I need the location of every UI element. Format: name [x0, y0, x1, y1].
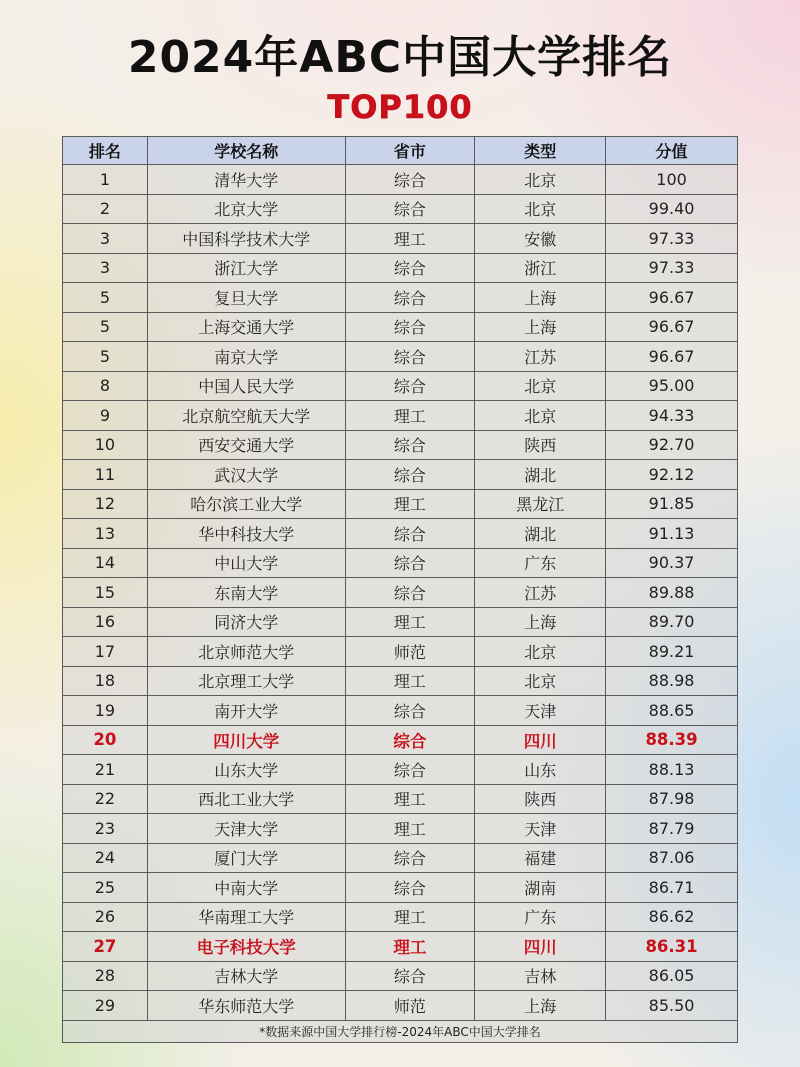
cell-type: 综合: [345, 696, 475, 726]
cell-score: 100: [606, 165, 738, 195]
cell-province: 北京: [475, 401, 606, 431]
cell-province: 广东: [475, 548, 606, 578]
cell-rank: 28: [63, 961, 148, 991]
cell-name: 东南大学: [147, 578, 345, 608]
cell-rank: 22: [63, 784, 148, 814]
cell-province: 湖南: [475, 873, 606, 903]
cell-province: 吉林: [475, 961, 606, 991]
cell-name: 武汉大学: [147, 460, 345, 490]
table-row: [63, 430, 738, 460]
cell-name: 中南大学: [147, 873, 345, 903]
table-row: [63, 165, 738, 195]
table-row: [63, 607, 738, 637]
cell-rank: 15: [63, 578, 148, 608]
cell-rank: 20: [63, 725, 148, 755]
cell-province: 浙江: [475, 253, 606, 283]
cell-type: 综合: [345, 430, 475, 460]
cell-province: 湖北: [475, 519, 606, 549]
cell-name: 西安交通大学: [147, 430, 345, 460]
cell-name: 北京师范大学: [147, 637, 345, 667]
cell-name: 哈尔滨工业大学: [147, 489, 345, 519]
cell-province: 北京: [475, 165, 606, 195]
cell-type: 综合: [345, 519, 475, 549]
cell-type: 综合: [345, 961, 475, 991]
cell-type: 综合: [345, 843, 475, 873]
cell-rank: 19: [63, 696, 148, 726]
cell-province: 上海: [475, 607, 606, 637]
cell-score: 94.33: [606, 401, 738, 431]
cell-score: 91.13: [606, 519, 738, 549]
table-row: [63, 755, 738, 785]
cell-rank: 3: [63, 253, 148, 283]
cell-province: 上海: [475, 283, 606, 313]
header-province: 省市: [345, 137, 475, 165]
table-row: [63, 253, 738, 283]
table-row: [63, 873, 738, 903]
cell-type: 理工: [345, 932, 475, 962]
cell-rank: 21: [63, 755, 148, 785]
cell-name: 复旦大学: [147, 283, 345, 313]
header-rank: 排名: [63, 137, 148, 165]
table-row: [63, 843, 738, 873]
page-title: 2024年ABC中国大学排名: [127, 32, 673, 83]
table-row: [63, 371, 738, 401]
cell-type: 综合: [345, 312, 475, 342]
cell-type: 综合: [345, 194, 475, 224]
table-row: [63, 194, 738, 224]
cell-name: 北京理工大学: [147, 666, 345, 696]
cell-type: 综合: [345, 371, 475, 401]
cell-type: 综合: [345, 253, 475, 283]
cell-rank: 13: [63, 519, 148, 549]
cell-score: 96.67: [606, 342, 738, 372]
cell-score: 92.70: [606, 430, 738, 460]
cell-name: 吉林大学: [147, 961, 345, 991]
table-row: [63, 696, 738, 726]
cell-type: 综合: [345, 755, 475, 785]
table-row: [63, 224, 738, 254]
cell-rank: 29: [63, 991, 148, 1021]
cell-rank: 5: [63, 312, 148, 342]
cell-province: 黑龙江: [475, 489, 606, 519]
cell-type: 理工: [345, 814, 475, 844]
cell-rank: 8: [63, 371, 148, 401]
cell-name: 四川大学: [147, 725, 345, 755]
cell-name: 华中科技大学: [147, 519, 345, 549]
cell-province: 北京: [475, 194, 606, 224]
cell-rank: 12: [63, 489, 148, 519]
cell-score: 96.67: [606, 312, 738, 342]
cell-type: 综合: [345, 165, 475, 195]
table-row: [63, 460, 738, 490]
table-row: [63, 814, 738, 844]
cell-province: 上海: [475, 312, 606, 342]
cell-province: 上海: [475, 991, 606, 1021]
cell-score: 86.62: [606, 902, 738, 932]
cell-score: 90.37: [606, 548, 738, 578]
cell-score: 86.71: [606, 873, 738, 903]
header-score: 分值: [606, 137, 738, 165]
cell-score: 89.70: [606, 607, 738, 637]
cell-type: 师范: [345, 991, 475, 1021]
table-row: [63, 725, 738, 755]
table-row: [63, 489, 738, 519]
cell-score: 87.79: [606, 814, 738, 844]
cell-type: 理工: [345, 489, 475, 519]
cell-province: 北京: [475, 637, 606, 667]
cell-rank: 5: [63, 283, 148, 313]
cell-name: 清华大学: [147, 165, 345, 195]
cell-score: 85.50: [606, 991, 738, 1021]
cell-rank: 25: [63, 873, 148, 903]
table-row: [63, 283, 738, 313]
cell-type: 理工: [345, 224, 475, 254]
cell-rank: 27: [63, 932, 148, 962]
cell-rank: 9: [63, 401, 148, 431]
cell-score: 97.33: [606, 253, 738, 283]
footnote-row: [63, 1020, 738, 1042]
cell-province: 四川: [475, 725, 606, 755]
cell-province: 天津: [475, 814, 606, 844]
cell-name: 北京航空航天大学: [147, 401, 345, 431]
cell-province: 北京: [475, 666, 606, 696]
cell-rank: 11: [63, 460, 148, 490]
cell-score: 88.98: [606, 666, 738, 696]
table-row: [63, 519, 738, 549]
cell-province: 天津: [475, 696, 606, 726]
cell-name: 中国科学技术大学: [147, 224, 345, 254]
cell-rank: 26: [63, 902, 148, 932]
cell-name: 厦门大学: [147, 843, 345, 873]
cell-score: 96.67: [606, 283, 738, 313]
cell-province: 广东: [475, 902, 606, 932]
cell-province: 福建: [475, 843, 606, 873]
cell-type: 综合: [345, 342, 475, 372]
cell-type: 理工: [345, 607, 475, 637]
header-type: 类型: [475, 137, 606, 165]
cell-name: 浙江大学: [147, 253, 345, 283]
table-row: [63, 666, 738, 696]
cell-rank: 23: [63, 814, 148, 844]
cell-type: 综合: [345, 578, 475, 608]
cell-name: 上海交通大学: [147, 312, 345, 342]
cell-score: 89.88: [606, 578, 738, 608]
cell-score: 97.33: [606, 224, 738, 254]
cell-score: 91.85: [606, 489, 738, 519]
table-row: [63, 961, 738, 991]
cell-name: 天津大学: [147, 814, 345, 844]
cell-name: 同济大学: [147, 607, 345, 637]
cell-name: 南京大学: [147, 342, 345, 372]
cell-score: 86.05: [606, 961, 738, 991]
cell-name: 南开大学: [147, 696, 345, 726]
cell-name: 华东师范大学: [147, 991, 345, 1021]
cell-type: 综合: [345, 548, 475, 578]
cell-type: 理工: [345, 784, 475, 814]
cell-rank: 17: [63, 637, 148, 667]
cell-type: 理工: [345, 666, 475, 696]
footnote: *数据来源中国大学排行榜-2024年ABC中国大学排名: [63, 1020, 738, 1042]
cell-province: 安徽: [475, 224, 606, 254]
cell-score: 99.40: [606, 194, 738, 224]
page-subtitle: TOP100: [327, 88, 473, 126]
cell-name: 电子科技大学: [147, 932, 345, 962]
cell-province: 湖北: [475, 460, 606, 490]
cell-score: 88.13: [606, 755, 738, 785]
cell-rank: 3: [63, 224, 148, 254]
cell-rank: 18: [63, 666, 148, 696]
cell-name: 中山大学: [147, 548, 345, 578]
cell-type: 综合: [345, 460, 475, 490]
cell-rank: 2: [63, 194, 148, 224]
cell-province: 陕西: [475, 784, 606, 814]
cell-type: 理工: [345, 401, 475, 431]
cell-rank: 5: [63, 342, 148, 372]
cell-name: 北京大学: [147, 194, 345, 224]
cell-type: 综合: [345, 873, 475, 903]
cell-score: 87.06: [606, 843, 738, 873]
cell-score: 86.31: [606, 932, 738, 962]
cell-province: 陕西: [475, 430, 606, 460]
ranking-table: [62, 136, 738, 1043]
cell-score: 92.12: [606, 460, 738, 490]
cell-score: 95.00: [606, 371, 738, 401]
cell-name: 华南理工大学: [147, 902, 345, 932]
table-row: [63, 932, 738, 962]
cell-rank: 24: [63, 843, 148, 873]
cell-rank: 10: [63, 430, 148, 460]
cell-score: 87.98: [606, 784, 738, 814]
table-row: [63, 902, 738, 932]
cell-province: 江苏: [475, 342, 606, 372]
cell-rank: 16: [63, 607, 148, 637]
cell-province: 江苏: [475, 578, 606, 608]
cell-name: 山东大学: [147, 755, 345, 785]
cell-type: 师范: [345, 637, 475, 667]
cell-score: 89.21: [606, 637, 738, 667]
table-row: [63, 637, 738, 667]
table-row: [63, 401, 738, 431]
table-row: [63, 342, 738, 372]
table-row: [63, 578, 738, 608]
header-name: 学校名称: [147, 137, 345, 165]
cell-score: 88.39: [606, 725, 738, 755]
cell-province: 山东: [475, 755, 606, 785]
cell-type: 综合: [345, 283, 475, 313]
cell-type: 综合: [345, 725, 475, 755]
cell-type: 理工: [345, 902, 475, 932]
cell-name: 中国人民大学: [147, 371, 345, 401]
table-row: [63, 991, 738, 1021]
cell-name: 西北工业大学: [147, 784, 345, 814]
table-row: [63, 784, 738, 814]
cell-province: 四川: [475, 932, 606, 962]
cell-rank: 1: [63, 165, 148, 195]
table-row: [63, 312, 738, 342]
table-row: [63, 548, 738, 578]
cell-rank: 14: [63, 548, 148, 578]
cell-province: 北京: [475, 371, 606, 401]
cell-score: 88.65: [606, 696, 738, 726]
table-header-row: [63, 137, 738, 165]
